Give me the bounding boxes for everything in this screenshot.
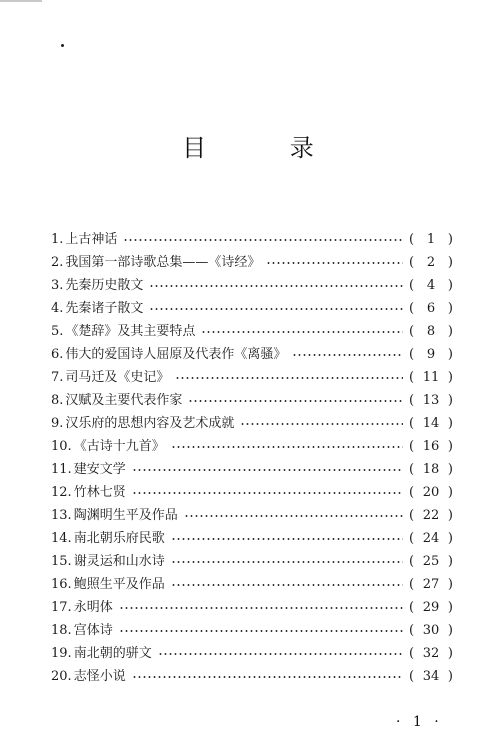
toc-page-number: 20 [422,485,440,500]
toc-page-number: 16 [422,439,440,454]
toc-entry-number: 5. [51,324,64,339]
toc-page-number: 1 [426,232,436,247]
toc-page-number: 18 [422,462,440,477]
scan-speck [61,44,64,47]
toc-entry-number: 12. [51,485,72,500]
dot-leader [149,308,403,310]
dot-leader [123,239,403,241]
toc-page-number: 4 [426,278,436,293]
toc-entry-page [409,665,453,688]
toc-entry-title: 竹林七贤 [73,485,126,500]
toc-entry-page [409,251,453,274]
toc-entry[interactable] [51,343,453,366]
toc-entry-number: 13. [51,508,72,523]
dot-leader [149,285,403,287]
toc-entry-page [409,389,453,412]
toc-entry-page [409,366,453,389]
toc-entry-page [409,573,453,596]
toc-entry[interactable] [51,619,453,642]
toc-entry-page [409,343,453,366]
paren-close: ) [447,485,453,500]
toc-entry-title: 先秦历史散文 [65,278,144,293]
toc-entry-title: 汉赋及主要代表作家 [65,393,183,408]
dot-leader [158,653,403,655]
toc-entry-title: 汉乐府的思想内容及艺术成就 [65,416,235,431]
paren-close: ) [447,301,453,316]
toc-entry[interactable] [51,389,453,412]
toc-entry[interactable] [51,274,453,297]
toc-entry-title: 永明体 [73,600,113,615]
toc-entry-page [409,297,453,320]
toc-entry-title: 建安文学 [73,462,126,477]
toc-entry-number: 20. [51,669,72,684]
toc-entry-page [409,642,453,665]
toc-entry-title: 谢灵运和山水诗 [73,554,165,569]
toc-page-number: 9 [426,347,436,362]
toc-entry-number: 14. [51,531,72,546]
dot-leader [201,331,403,333]
toc-entry[interactable] [51,642,453,665]
toc-entry-page [409,504,453,527]
paren-close: ) [447,416,453,431]
toc-entry-page [409,527,453,550]
toc-entry-title: 伟大的爱国诗人屈原及代表作《离骚》 [65,347,287,362]
toc-entry-number: 10. [51,439,72,454]
toc-entry[interactable] [51,320,453,343]
toc-entry[interactable] [51,251,453,274]
paren-open: ( [409,416,415,431]
scan-edge-mark [0,0,42,2]
dot-leader [119,630,403,632]
paren-close: ) [447,646,453,661]
toc-page-number: 22 [422,508,440,523]
toc-entry-title: 《古诗十九首》 [73,439,165,454]
toc-entry[interactable] [51,366,453,389]
toc-entry-page [409,458,453,481]
toc-entry[interactable] [51,527,453,550]
dot-leader [119,607,403,609]
toc-page-number: 2 [426,255,436,270]
toc-entry[interactable] [51,228,453,251]
toc-entry-title: 司马迁及《史记》 [65,370,170,385]
page-title: 目 录 [182,134,352,162]
dot-leader [188,400,403,402]
toc-entry-page [409,435,453,458]
paren-open: ( [409,370,415,385]
dot-leader [266,262,403,264]
paren-open: ( [409,623,415,638]
toc-page-number: 27 [422,577,440,592]
toc-entry-title: 志怪小说 [73,669,126,684]
dot-leader [171,446,403,448]
dot-leader [132,492,403,494]
paren-open: ( [409,577,415,592]
toc-entry-number: 6. [51,347,64,362]
toc-entry-number: 1. [51,232,64,247]
toc-entry[interactable] [51,550,453,573]
toc-page-number: 8 [426,324,436,339]
toc-entry-page [409,481,453,504]
paren-close: ) [447,554,453,569]
paren-open: ( [409,600,415,615]
dot-leader [184,515,403,517]
paren-close: ) [447,531,453,546]
toc-entry-title: 《楚辞》及其主要特点 [65,324,196,339]
dot-leader [171,584,403,586]
toc-entry-page [409,228,453,251]
paren-close: ) [447,439,453,454]
toc-entry-title: 南北朝的骈文 [73,646,152,661]
toc-entry-title: 南北朝乐府民歌 [73,531,165,546]
paren-open: ( [409,485,415,500]
dot-leader [240,423,403,425]
toc-entry-page [409,320,453,343]
toc-entry[interactable] [51,412,453,435]
paren-open: ( [409,508,415,523]
toc-entry-page [409,274,453,297]
paren-open: ( [409,669,415,684]
toc-entry-number: 4. [51,301,64,316]
paren-close: ) [447,278,453,293]
paren-close: ) [447,370,453,385]
paren-open: ( [409,439,415,454]
paren-open: ( [409,278,415,293]
paren-close: ) [447,255,453,270]
toc-entry-page [409,596,453,619]
toc-entry[interactable] [51,573,453,596]
paren-open: ( [409,324,415,339]
paren-open: ( [409,347,415,362]
toc-page-number: 13 [422,393,440,408]
paren-open: ( [409,531,415,546]
paren-open: ( [409,255,415,270]
toc-entry-number: 11. [51,462,72,477]
toc-page-number: 24 [422,531,440,546]
paren-close: ) [447,462,453,477]
toc-entry-title: 先秦诸子散文 [65,301,144,316]
dot-leader [292,354,403,356]
toc-entry-page [409,619,453,642]
paren-close: ) [447,324,453,339]
dot-leader [132,676,403,678]
paren-close: ) [447,623,453,638]
toc-entry-title: 宫体诗 [73,623,113,638]
paren-open: ( [409,554,415,569]
dot-leader [132,469,403,471]
paren-close: ) [447,669,453,684]
paren-close: ) [447,347,453,362]
paren-close: ) [447,577,453,592]
toc-entry[interactable] [51,504,453,527]
toc-entry-number: 3. [51,278,64,293]
toc-entry-number: 2. [51,255,64,270]
table-of-contents [51,228,453,688]
paren-close: ) [447,232,453,247]
paren-close: ) [447,508,453,523]
toc-entry[interactable] [51,435,453,458]
toc-entry-title: 上古神话 [65,232,118,247]
paren-open: ( [409,301,415,316]
page-number: · 1 · [396,714,443,730]
dot-leader [171,561,403,563]
toc-entry-number: 17. [51,600,72,615]
toc-entry-number: 8. [51,393,64,408]
toc-page-number: 11 [422,370,440,385]
toc-page-number: 6 [426,301,436,316]
toc-entry[interactable] [51,481,453,504]
paren-close: ) [447,393,453,408]
toc-page-number: 25 [422,554,440,569]
dot-leader [171,538,403,540]
paren-close: ) [447,600,453,615]
toc-entry[interactable] [51,596,453,619]
paren-open: ( [409,232,415,247]
toc-entry[interactable] [51,665,453,688]
toc-entry[interactable] [51,458,453,481]
dot-leader [175,377,403,379]
toc-entry-page [409,412,453,435]
toc-page-number: 30 [422,623,440,638]
toc-page-number: 34 [422,669,440,684]
toc-entry[interactable] [51,297,453,320]
toc-entry-page [409,550,453,573]
toc-page-number: 14 [422,416,440,431]
toc-entry-number: 16. [51,577,72,592]
toc-entry-title: 陶渊明生平及作品 [73,508,178,523]
paren-open: ( [409,646,415,661]
toc-page-number: 32 [422,646,440,661]
toc-entry-number: 7. [51,370,64,385]
toc-page-number: 29 [422,600,440,615]
toc-entry-title: 我国第一部诗歌总集——《诗经》 [65,255,261,270]
paren-open: ( [409,393,415,408]
toc-entry-number: 15. [51,554,72,569]
toc-entry-number: 18. [51,623,72,638]
toc-entry-number: 19. [51,646,72,661]
toc-entry-number: 9. [51,416,64,431]
paren-open: ( [409,462,415,477]
toc-entry-title: 鲍照生平及作品 [73,577,165,592]
